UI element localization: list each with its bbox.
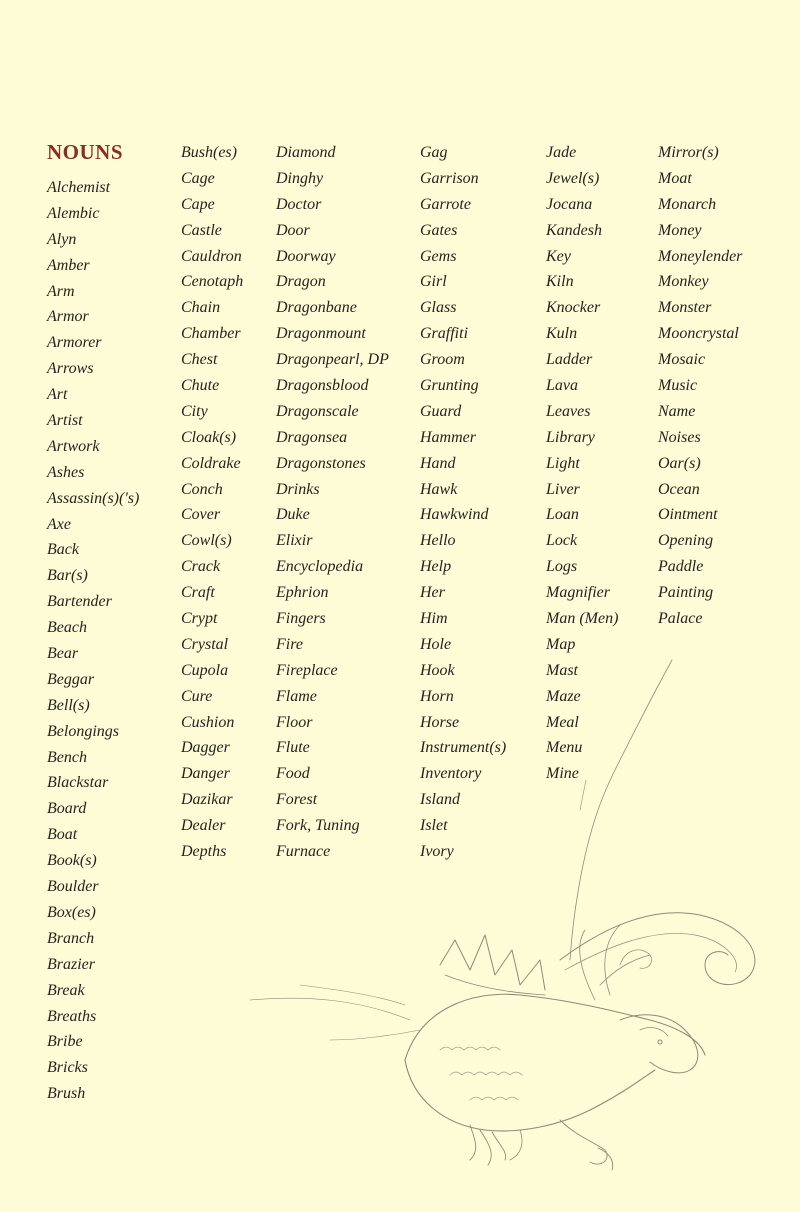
noun-entry: Dragonpearl, DP: [276, 351, 389, 369]
noun-entry: Back: [47, 541, 79, 559]
noun-entry: Music: [658, 377, 698, 395]
noun-entry: Lock: [546, 532, 578, 550]
noun-entry: Doorway: [276, 247, 336, 265]
noun-entry: Arm: [47, 282, 75, 300]
noun-entry: Bench: [47, 748, 87, 766]
noun-entry: Boulder: [47, 878, 99, 896]
noun-entry: Dazikar: [181, 791, 233, 809]
noun-entry: Brazier: [47, 955, 95, 973]
noun-entry: Board: [47, 800, 87, 818]
noun-entry: Bar(s): [47, 567, 88, 585]
noun-entry: Dragonbane: [276, 299, 357, 317]
noun-entry: Light: [546, 454, 580, 472]
noun-entry: Branch: [47, 929, 95, 947]
noun-entry: Cenotaph: [181, 273, 244, 291]
noun-entry: Help: [420, 558, 452, 576]
noun-entry: Maze: [546, 687, 581, 705]
noun-entry: Beggar: [47, 670, 95, 688]
noun-entry: Meal: [546, 713, 579, 731]
noun-entry: Magnifier: [546, 584, 610, 602]
noun-entry: Guard: [420, 402, 462, 420]
noun-entry: Coldrake: [181, 454, 241, 472]
noun-entry: Cushion: [181, 713, 235, 731]
noun-entry: Menu: [546, 739, 583, 757]
noun-entry: Graffiti: [420, 325, 469, 343]
noun-entry: Dragonsea: [276, 428, 348, 446]
noun-entry: Bribe: [47, 1033, 83, 1051]
noun-entry: Jewel(s): [546, 169, 600, 187]
noun-entry: Hello: [420, 532, 456, 550]
noun-entry: Crack: [181, 558, 221, 576]
noun-entry: Cure: [181, 687, 213, 705]
section-heading: NOUNS: [47, 140, 124, 164]
noun-entry: Crystal: [181, 635, 229, 653]
noun-entry: Logs: [546, 558, 578, 576]
noun-entry: Bell(s): [47, 696, 90, 714]
noun-entry: Furnace: [276, 843, 331, 861]
noun-entry: Dragon: [276, 273, 326, 291]
noun-entry: Hawkwind: [420, 506, 489, 524]
noun-entry: Painting: [658, 584, 714, 602]
noun-entry: Man (Men): [546, 610, 619, 628]
noun-entry: Mine: [546, 765, 579, 783]
noun-entry: Flame: [276, 687, 317, 705]
noun-entry: Garrison: [420, 169, 479, 187]
noun-entry: Monarch: [658, 195, 717, 213]
noun-entry: Him: [420, 610, 448, 628]
noun-entry: Bartender: [47, 593, 112, 611]
noun-entry: Beach: [47, 619, 87, 637]
noun-entry: Key: [546, 247, 571, 265]
noun-entry: Fingers: [276, 610, 326, 628]
noun-entry: Door: [276, 221, 310, 239]
noun-entry: Diamond: [276, 144, 336, 161]
noun-entry: Mooncrystal: [658, 325, 739, 343]
noun-entry: Cauldron: [181, 247, 242, 265]
noun-entry: Brush: [47, 1085, 86, 1103]
noun-entry: Moneylender: [658, 247, 743, 265]
noun-entry: Horse: [420, 713, 460, 731]
noun-entry: Cowl(s): [181, 532, 232, 550]
noun-entry: Breaths: [47, 1007, 97, 1025]
noun-entry: Cage: [181, 169, 215, 187]
noun-entry: Paddle: [658, 558, 704, 576]
noun-entry: Hand: [420, 454, 456, 472]
noun-entry: Gag: [420, 144, 448, 161]
noun-entry: Dragonstones: [276, 454, 366, 472]
noun-entry: Mast: [546, 661, 578, 679]
noun-entry: Cape: [181, 195, 215, 213]
noun-entry: Elixir: [276, 532, 313, 550]
noun-entry: Conch: [181, 480, 223, 498]
noun-entry: Box(es): [47, 903, 96, 921]
noun-entry: Boat: [47, 826, 78, 844]
noun-entry: Art: [47, 386, 68, 404]
noun-entry: Ephrion: [276, 584, 329, 602]
noun-entry: Lava: [546, 377, 578, 395]
noun-entry: Ladder: [546, 351, 593, 369]
noun-entry: Castle: [181, 221, 222, 239]
noun-entry: Mosaic: [658, 351, 706, 369]
noun-entry: Dragonscale: [276, 402, 359, 420]
noun-entry: Instrument(s): [420, 739, 507, 757]
noun-entry: Kuln: [546, 325, 578, 343]
noun-entry: Hole: [420, 635, 452, 653]
noun-entry: Artist: [47, 412, 83, 430]
noun-entry: Horn: [420, 687, 454, 705]
noun-entry: Fireplace: [276, 661, 338, 679]
noun-entry: Monster: [658, 299, 712, 317]
noun-entry: Hawk: [420, 480, 458, 498]
noun-entry: Chamber: [181, 325, 241, 343]
noun-entry: Glass: [420, 299, 457, 317]
noun-entry: Break: [47, 981, 85, 999]
noun-entry: Oar(s): [658, 454, 701, 472]
noun-entry: Jocana: [546, 195, 593, 213]
noun-entry: Library: [546, 428, 595, 446]
noun-entry: Bricks: [47, 1059, 88, 1077]
noun-entry: Dealer: [181, 817, 226, 835]
noun-entry: Crypt: [181, 610, 218, 628]
noun-entry: Danger: [181, 765, 230, 783]
noun-entry: Duke: [276, 506, 310, 524]
noun-entry: Drinks: [276, 480, 320, 498]
noun-entry: Gates: [420, 221, 458, 239]
noun-entry: Chute: [181, 377, 220, 395]
noun-entry: Ashes: [47, 463, 85, 481]
noun-entry: Name: [658, 402, 696, 420]
noun-entry: Assassin(s)('s): [47, 489, 140, 507]
noun-entry: Grunting: [420, 377, 479, 395]
noun-entry: Girl: [420, 273, 447, 291]
noun-entry: Forest: [276, 791, 318, 809]
noun-entry: Floor: [276, 713, 313, 731]
noun-entry: Armor: [47, 308, 89, 326]
noun-entry: Mirror(s): [658, 144, 719, 161]
noun-entry: Alembic: [47, 204, 100, 222]
noun-entry: Kiln: [546, 273, 574, 291]
noun-entry: Dagger: [181, 739, 230, 757]
noun-entry: Alchemist: [47, 179, 111, 196]
noun-entry: Loan: [546, 506, 579, 524]
noun-entry: Chest: [181, 351, 218, 369]
noun-entry: Hook: [420, 661, 455, 679]
noun-entry: Book(s): [47, 852, 97, 870]
noun-entry: Artwork: [47, 437, 100, 455]
noun-entry: Moat: [658, 169, 692, 187]
noun-entry: Cupola: [181, 661, 229, 679]
noun-entry: Leaves: [546, 402, 591, 420]
noun-entry: Alyn: [47, 230, 77, 248]
noun-entry: Fork, Tuning: [276, 817, 360, 835]
noun-entry: Cloak(s): [181, 428, 237, 446]
noun-entry: Island: [420, 791, 460, 809]
noun-entry: Fire: [276, 635, 303, 653]
noun-entry: Her: [420, 584, 445, 602]
noun-entry: Knocker: [546, 299, 601, 317]
noun-entry: Bear: [47, 645, 79, 663]
noun-entry: Garrote: [420, 195, 471, 213]
noun-entry: Encyclopedia: [276, 558, 364, 576]
noun-entry: Dragonsblood: [276, 377, 369, 395]
noun-entry: Ocean: [658, 480, 700, 498]
noun-entry: Kandesh: [546, 221, 602, 239]
noun-entry: Depths: [181, 843, 227, 861]
noun-entry: Groom: [420, 351, 465, 369]
noun-entry: Food: [276, 765, 310, 783]
noun-entry: Flute: [276, 739, 310, 757]
noun-entry: Liver: [546, 480, 580, 498]
noun-entry: Arrows: [47, 360, 94, 378]
noun-entry: Hammer: [420, 428, 476, 446]
noun-entry: Noises: [658, 428, 701, 446]
noun-entry: Dinghy: [276, 169, 324, 187]
noun-entry: Ointment: [658, 506, 718, 524]
noun-entry: Money: [658, 221, 702, 239]
noun-entry: Opening: [658, 532, 714, 550]
noun-entry: Chain: [181, 299, 221, 317]
noun-entry: Inventory: [420, 765, 482, 783]
noun-entry: Gems: [420, 247, 457, 265]
noun-entry: Belongings: [47, 722, 119, 740]
noun-entry: Cover: [181, 506, 221, 524]
noun-entry: Dragonmount: [276, 325, 366, 343]
noun-entry: Jade: [546, 144, 577, 161]
noun-entry: Blackstar: [47, 774, 109, 792]
noun-entry: Islet: [420, 817, 448, 835]
noun-entry: Palace: [658, 610, 703, 628]
noun-entry: Craft: [181, 584, 215, 602]
noun-entry: Bush(es): [181, 144, 237, 161]
noun-entry: Amber: [47, 256, 90, 274]
noun-entry: Axe: [47, 515, 71, 533]
noun-entry: Ivory: [420, 843, 454, 861]
noun-entry: Doctor: [276, 195, 322, 213]
noun-entry: Monkey: [658, 273, 709, 291]
noun-entry: Armorer: [47, 334, 102, 352]
noun-entry: City: [181, 402, 208, 420]
noun-entry: Map: [546, 635, 576, 653]
